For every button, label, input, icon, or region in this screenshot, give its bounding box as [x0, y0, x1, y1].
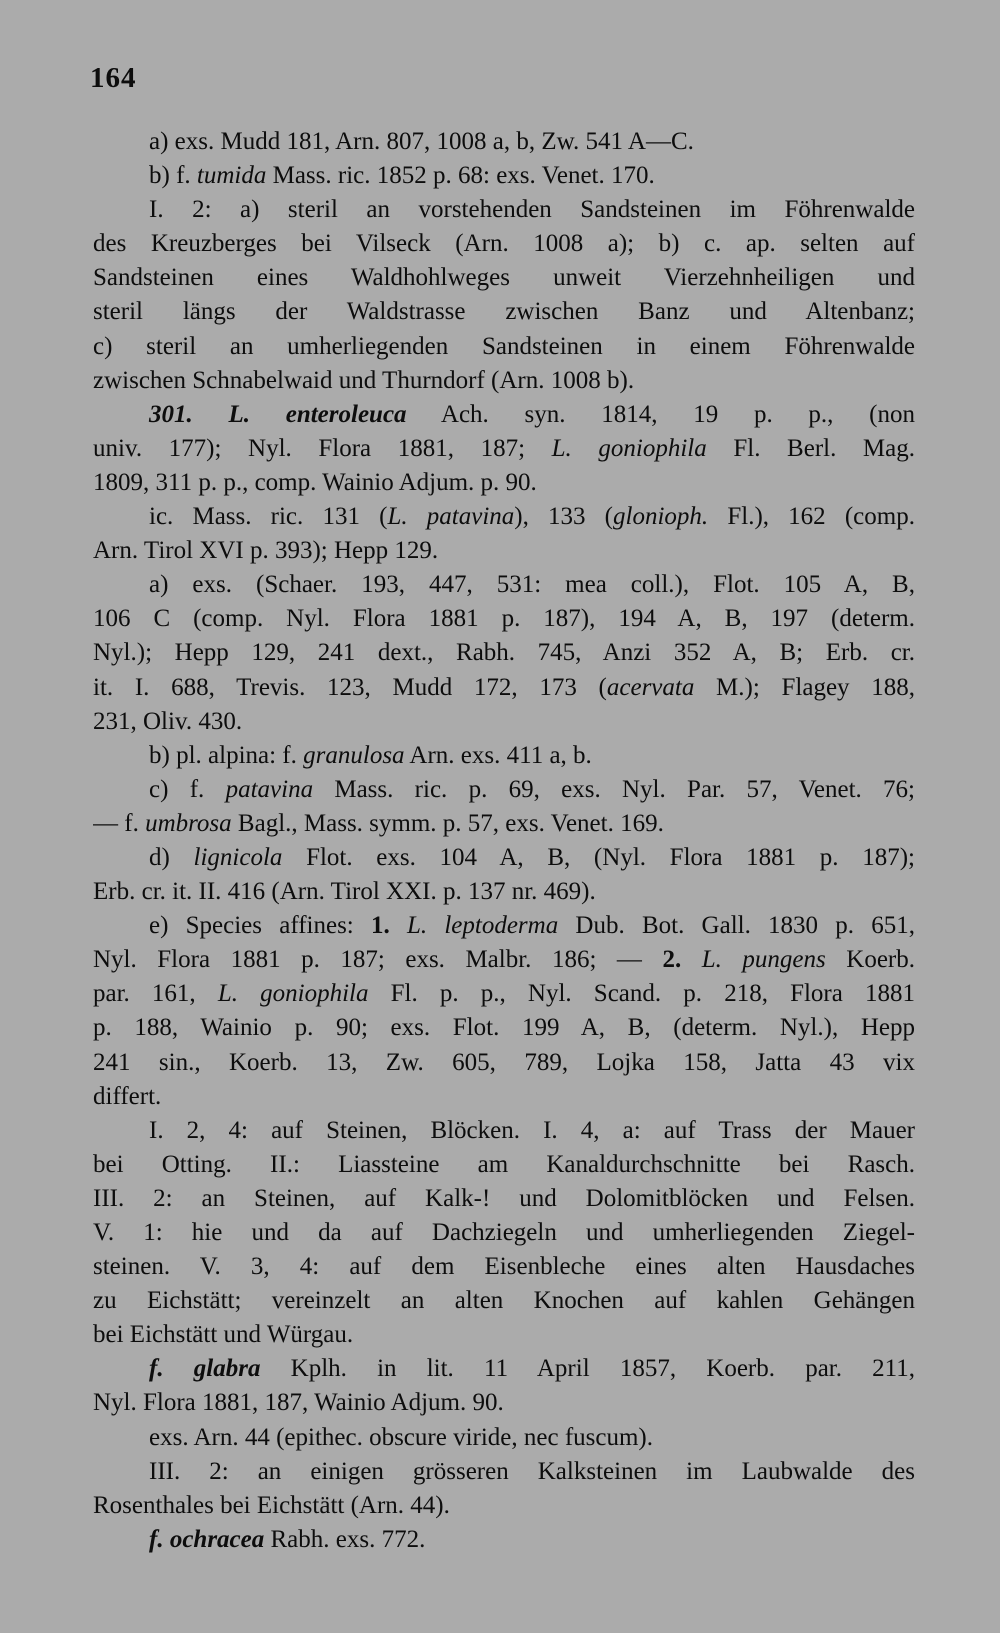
text-line — [93, 1489, 915, 1523]
text-run: Flot. exs. 104 A, B, (Nyl. Flora 1881 p. 187); — [282, 843, 915, 871]
text-run — [390, 912, 407, 939]
text-line — [93, 330, 915, 364]
text-run: 106 C (comp. Nyl. Flora 1881 p. 187), 194 A, B, 197 (determ. — [93, 605, 915, 633]
page-number: 164 — [90, 62, 137, 94]
text-run: Nyl. Flora 1881 p. 187; exs. Malbr. 186; — — [93, 946, 663, 974]
text-line — [93, 943, 915, 977]
text-line — [93, 534, 915, 568]
text-run: Ach. syn. 1814, 19 p. p., (non — [406, 400, 915, 428]
text-run: tumida — [196, 162, 267, 190]
text-run: a) exs. (Schaer. 193, 447, 531: mea coll.), Flot. 105 A, B, — [149, 571, 915, 599]
text-line — [93, 705, 915, 739]
text-line — [93, 432, 915, 466]
text-run: steril längs der Waldstrasse zwischen Banz und Altenbanz; — [93, 298, 915, 326]
text-line — [93, 568, 915, 602]
text-run: Rosenthales bei Eichstätt (Arn. 44). — [93, 1491, 450, 1519]
text-run: Sandsteinen eines Waldhohlweges unweit Vierzehnheiligen und — [93, 264, 915, 292]
text-line — [93, 739, 915, 773]
text-line — [93, 261, 915, 295]
text-line — [93, 1080, 915, 1114]
text-line — [93, 671, 915, 705]
text-run: par. 161, — [93, 980, 218, 1008]
text-line — [93, 193, 915, 227]
text-run: d) — [149, 843, 194, 871]
text-run: III. 2: an Steinen, auf Kalk-! und Dolomitblöcken und Felsen. — [93, 1184, 915, 1212]
text-line — [93, 977, 915, 1011]
text-line — [93, 909, 915, 943]
text-line — [93, 1523, 915, 1557]
text-run: univ. 177); Nyl. Flora 1881, 187; — [93, 434, 552, 462]
text-line — [93, 466, 915, 500]
text-run: differt. — [93, 1082, 162, 1110]
text-line — [93, 1148, 915, 1182]
text-run: a) exs. Mudd 181, Arn. 807, 1008 a, b, Zw. 541 A—C. — [149, 128, 694, 155]
text-line — [93, 1318, 915, 1352]
text-run: Nyl.); Hepp 129, 241 dext., Rabh. 745, Anzi 352 A, B; Erb. cr. — [93, 639, 915, 667]
text-line — [93, 1421, 915, 1455]
text-run: Bagl., Mass. symm. p. 57, exs. Venet. 169. — [231, 809, 664, 837]
text-run: 231, Oliv. 430. — [93, 707, 243, 735]
text-run: Koerb. — [825, 946, 915, 974]
text-run: 1. — [370, 912, 390, 940]
text-line — [93, 773, 915, 807]
text-line — [93, 1046, 915, 1080]
text-line — [93, 1386, 915, 1420]
text-line — [93, 398, 915, 432]
text-run: 1809, 311 p. p., comp. Wainio Adjum. p. 90. — [93, 468, 537, 496]
text-run: bei Eichstätt und Würgau. — [93, 1321, 354, 1349]
text-run: M.); Flagey 188, — [694, 673, 915, 701]
text-run: 2. — [662, 946, 682, 974]
text-run: c) f. — [149, 775, 226, 803]
text-run: b) pl. alpina: f. — [149, 741, 304, 769]
text-run: f. glabra — [149, 1355, 261, 1383]
text-run: glonioph. — [613, 503, 709, 531]
text-run: I. 2, 4: auf Steinen, Blöcken. I. 4, a: auf Trass der Mauer — [149, 1116, 915, 1144]
text-run: 241 sin., Koerb. 13, Zw. 605, 789, Lojka 158, Jatta 43 vix — [93, 1048, 915, 1076]
text-line — [93, 636, 915, 670]
text-line — [93, 1455, 915, 1489]
text-run: b) f. — [149, 162, 197, 190]
text-run: c) steril an umherliegenden Sandsteinen in einem Föhrenwalde — [93, 332, 915, 360]
text-run: zwischen Schnabelwaid und Thurndorf (Arn. 1008 b). — [93, 366, 635, 394]
text-line — [93, 1114, 915, 1148]
text-line — [93, 1011, 915, 1045]
text-line — [93, 364, 915, 398]
text-run: e) Species affines: — [149, 912, 371, 940]
text-line — [93, 227, 915, 261]
text-run: Fl.), 162 (comp. — [708, 503, 915, 531]
text-run: des Kreuzberges bei Vilseck (Arn. 1008 a); b) c. ap. selten auf — [93, 230, 915, 258]
text-line — [93, 1284, 915, 1318]
text-run: acervata — [606, 673, 695, 701]
text-run: 301. L. enteroleuca — [149, 400, 407, 428]
text-line — [93, 807, 915, 841]
text-run: III. 2: an einigen grösseren Kalksteinen im Laubwalde des — [149, 1457, 915, 1485]
text-line — [93, 125, 915, 159]
text-run: L. pungens — [701, 946, 826, 974]
text-line — [93, 500, 915, 534]
text-run: ), 133 ( — [514, 503, 614, 531]
text-line — [93, 841, 915, 875]
page-text — [93, 125, 915, 1557]
text-run: steinen. V. 3, 4: auf dem Eisenbleche eines alten Hausdaches — [93, 1253, 915, 1281]
text-run: Arn. exs. 411 a, b. — [404, 741, 592, 769]
text-run: Mass. ric. p. 69, exs. Nyl. Par. 57, Venet. 76; — [313, 775, 915, 803]
text-run: Dub. Bot. Gall. 1830 p. 651, — [558, 912, 915, 940]
text-line — [93, 1182, 915, 1216]
text-run: Fl. p. p., Nyl. Scand. p. 218, Flora 1881 — [368, 980, 915, 1008]
text-run: bei Otting. II.: Liassteine am Kanaldurchschnitte bei Rasch. — [93, 1150, 915, 1178]
text-run: umbrosa — [145, 809, 232, 837]
text-line — [93, 1250, 915, 1284]
text-run: L. goniophila — [217, 980, 369, 1008]
text-run: — f. — [93, 809, 146, 837]
text-run — [681, 946, 702, 973]
text-run: f. ochracea — [149, 1525, 265, 1553]
text-run: Arn. Tirol XVI p. 393); Hepp 129. — [93, 537, 439, 565]
text-run: L. patavina — [387, 503, 515, 531]
text-line — [93, 159, 915, 193]
text-line — [93, 1216, 915, 1250]
text-run: ic. Mass. ric. 131 ( — [149, 503, 388, 531]
text-run: lignicola — [193, 843, 283, 871]
text-run: zu Eichstätt; vereinzelt an alten Knochen auf kahlen Gehängen — [93, 1287, 915, 1315]
text-run: it. I. 688, Trevis. 123, Mudd 172, 173 ( — [93, 673, 607, 701]
text-run: L. goniophila — [551, 434, 707, 462]
text-line — [93, 602, 915, 636]
text-run: Mass. ric. 1852 p. 68: exs. Venet. 170. — [266, 162, 655, 190]
text-run: Fl. Berl. Mag. — [706, 434, 915, 462]
text-run: Erb. cr. it. II. 416 (Arn. Tirol XXI. p. 137 nr. 469). — [93, 878, 596, 906]
text-line — [93, 1352, 915, 1386]
text-run: patavina — [225, 775, 314, 803]
text-run: Rabh. exs. 772. — [264, 1525, 426, 1553]
text-run: exs. Arn. 44 (epithec. obscure viride, nec fuscum). — [149, 1423, 654, 1451]
text-run: granulosa — [303, 741, 405, 769]
text-run: Kplh. in lit. 11 April 1857, Koerb. par. 211, — [260, 1355, 915, 1383]
text-run: I. 2: a) steril an vorstehenden Sandsteinen im Föhrenwalde — [149, 196, 915, 224]
text-line — [93, 875, 915, 909]
text-run: V. 1: hie und da auf Dachziegeln und umherliegenden Ziegel- — [93, 1219, 915, 1246]
text-run: p. 188, Wainio p. 90; exs. Flot. 199 A, B, (determ. Nyl.), Hepp — [93, 1014, 915, 1042]
text-run: L. leptoderma — [406, 912, 559, 940]
text-run: Nyl. Flora 1881, 187, Wainio Adjum. 90. — [93, 1389, 504, 1417]
text-line — [93, 295, 915, 329]
